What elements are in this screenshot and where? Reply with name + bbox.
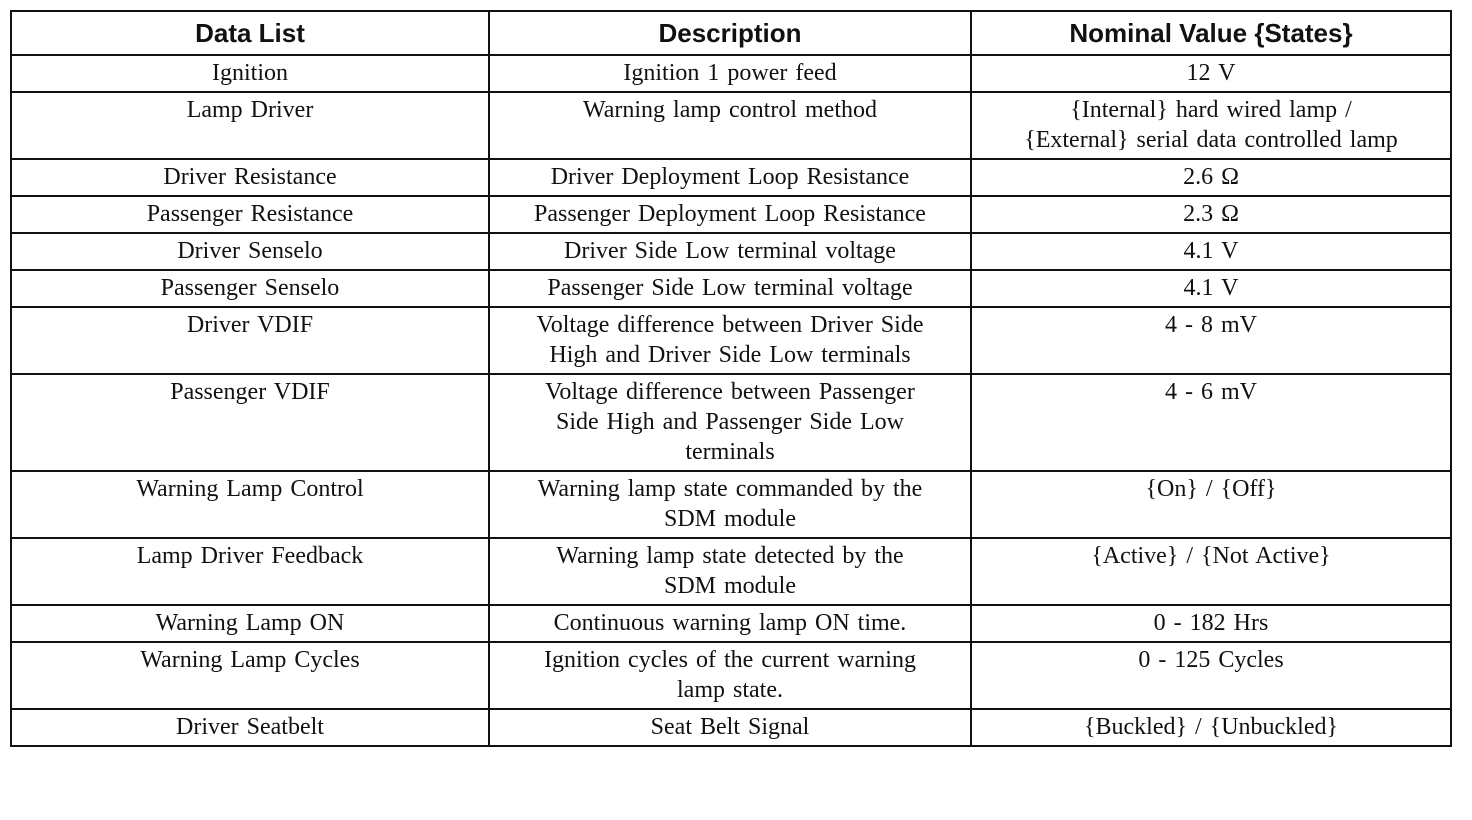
data-list-cell: Warning Lamp Cycles [11, 642, 489, 709]
table-row [11, 374, 1451, 471]
header-nominal-value: Nominal Value {States} [971, 11, 1451, 55]
data-list-cell: Warning Lamp Control [11, 471, 489, 538]
data-list-cell: Passenger Resistance [11, 196, 489, 233]
nominal-value-cell: 4.1 V [971, 270, 1451, 307]
data-list-cell: Ignition [11, 55, 489, 92]
table-row [11, 270, 1451, 307]
data-list-cell: Driver Seatbelt [11, 709, 489, 746]
data-list-cell: Driver Resistance [11, 159, 489, 196]
data-list-cell: Driver VDIF [11, 307, 489, 374]
header-description: Description [489, 11, 971, 55]
description-cell: Seat Belt Signal [489, 709, 971, 746]
nominal-value-cell: 4 - 6 mV [971, 374, 1451, 471]
description-cell: Ignition cycles of the current warning lamp state. [489, 642, 971, 709]
data-list-cell: Driver Senselo [11, 233, 489, 270]
nominal-value-cell: {On} / {Off} [971, 471, 1451, 538]
table-row [11, 92, 1451, 159]
table-row [11, 538, 1451, 605]
description-cell: Continuous warning lamp ON time. [489, 605, 971, 642]
table-row [11, 471, 1451, 538]
data-list-cell: Lamp Driver [11, 92, 489, 159]
description-cell: Passenger Side Low terminal voltage [489, 270, 971, 307]
table-row [11, 196, 1451, 233]
nominal-value-cell: {Internal} hard wired lamp / {External} serial data controlled lamp [971, 92, 1451, 159]
data-list-cell: Warning Lamp ON [11, 605, 489, 642]
data-list-cell: Passenger Senselo [11, 270, 489, 307]
nominal-value-cell: 4.1 V [971, 233, 1451, 270]
description-cell: Ignition 1 power feed [489, 55, 971, 92]
data-list-cell: Lamp Driver Feedback [11, 538, 489, 605]
header-data-list: Data List [11, 11, 489, 55]
nominal-value-cell: {Buckled} / {Unbuckled} [971, 709, 1451, 746]
nominal-value-cell: 2.3 Ω [971, 196, 1451, 233]
nominal-value-cell: 0 - 182 Hrs [971, 605, 1451, 642]
table-row [11, 233, 1451, 270]
table-row [11, 605, 1451, 642]
nominal-value-cell: 12 V [971, 55, 1451, 92]
nominal-value-cell: 2.6 Ω [971, 159, 1451, 196]
table-row [11, 307, 1451, 374]
nominal-value-cell: 0 - 125 Cycles [971, 642, 1451, 709]
description-cell: Warning lamp state commanded by the SDM module [489, 471, 971, 538]
description-cell: Driver Side Low terminal voltage [489, 233, 971, 270]
data-list-table [10, 10, 1452, 747]
table-row [11, 709, 1451, 746]
table-header-row [11, 11, 1451, 55]
table-row [11, 55, 1451, 92]
description-cell: Voltage difference between Passenger Side High and Passenger Side Low terminals [489, 374, 971, 471]
description-cell: Warning lamp state detected by the SDM module [489, 538, 971, 605]
data-list-cell: Passenger VDIF [11, 374, 489, 471]
description-cell: Warning lamp control method [489, 92, 971, 159]
description-cell: Voltage difference between Driver Side High and Driver Side Low terminals [489, 307, 971, 374]
description-cell: Driver Deployment Loop Resistance [489, 159, 971, 196]
data-list-document [10, 10, 1450, 747]
description-cell: Passenger Deployment Loop Resistance [489, 196, 971, 233]
table-row [11, 159, 1451, 196]
table-row [11, 642, 1451, 709]
nominal-value-cell: {Active} / {Not Active} [971, 538, 1451, 605]
nominal-value-cell: 4 - 8 mV [971, 307, 1451, 374]
